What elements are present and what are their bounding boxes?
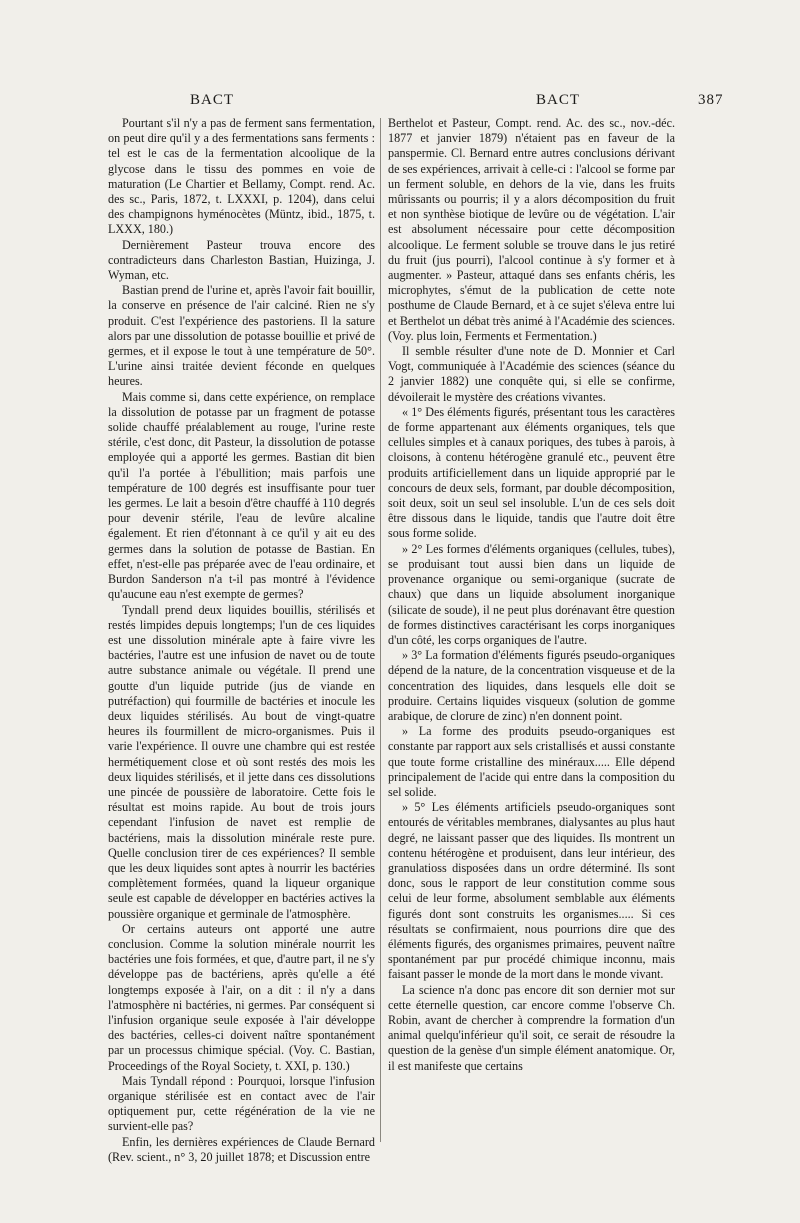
paragraph: Pourtant s'il n'y a pas de ferment sans fermentation, on peut dire qu'il y a des fermentations sans ferments : tel est le cas de la fermentation alcoolique de la glycose dans le tissu des pommes en voie de maturation (Le Chartier et Bellamy, Compt. rend. Ac. des sc., Paris, 1872, t. LXXXI, p. 1204), dans celui des champignons hyménocètes (Müntz, ibid., 1875, t. LXXX, 180.) — [108, 116, 375, 237]
paragraph: » 3° La formation d'éléments figurés pseudo-organiques dépend de la nature, de la concentration visqueuse et de la concentration des liquides, dans lesquels elle doit se produire. Certains liquides visqueux (solution de gomme arabique, de clorure de zinc) n'en donnent point. — [388, 648, 675, 723]
paragraph: » 2° Les formes d'éléments organiques (cellules, tubes), se produisant tout aussi bien dans un liquide de provenance organique ou semi-organique (sucrate de chaux) que dans un liquide absolument inorganique (silicate de soude), il ne peut plus dorénavant être question de formes distinctives caractérisant les corps inorganiques d'un côté, les corps organiques de l'autre. — [388, 541, 675, 647]
paragraph: Bastian prend de l'urine et, après l'avoir fait bouillir, la conserve en présence de l'air calciné. Rien ne s'y produit. C'est l'expérience des pastoriens. Il la sature alors par une dissolution de potasse bouillie et privé de germes, et il expose le tout à une température de 50°. L'urine ainsi traitée devient féconde en quelques heures. — [108, 283, 375, 389]
page-number: 387 — [698, 92, 724, 108]
paragraph: Mais comme si, dans cette expérience, on remplace la dissolution de potasse par un fragment de potasse solide chauffé préalablement au rouge, l'urine reste stérile, c'est donc, dit Pasteur, la dissolution de potasse employée qui a apporté les germes. Bastian dit bien qu'il l'a portée à l'ébullition; mais parfois une température de 100 degrés est insuffisante pour tuer les germes. Le lait a besoin d'être chauffé à 110 degrés pour devenir stérile, l'eau de levûre alcaline également. Et rien d'étonnant à ce qu'il y ait eu des germes dans la solution de potasse de Bastian. En effet, n'est-elle pas préparée avec de l'eau ordinaire, et Burdon Sanderson n'a t-il pas montré à l'évidence qu'aucune eau n'est exempte de germes? — [108, 389, 375, 602]
paragraph: Berthelot et Pasteur, Compt. rend. Ac. des sc., nov.-déc. 1877 et janvier 1879) n'étaient pas en faveur de la panspermie. Cl. Bernard entre autres conclusions dérivant de ses expériences, arrivait à celle-ci : l'alcool se forme par un ferment soluble, en dehors de la vie, dans les fruits mûrissants ou pourris; il y a alors décomposition du fruit et non synthèse biotique de levûre ou de végétation. L'air est absolument nécessaire pour cette décomposition alcoolique. Le ferment soluble se trouve dans le jus retiré du fruit (jus pourri), l'alcool continue à s'y former et à augmenter. » Pasteur, attaqué dans ses enfants chéris, les microphytes, s'émut de la publication de cette note posthume de Claude Bernard, et à ce sujet s'éleva entre lui et Berthelot un débat très animé à l'Académie des sciences. (Voy. plus loin, Ferments et Fermentation.) — [388, 116, 675, 343]
paragraph: » La forme des produits pseudo-organiques est constante par rapport aux sels cristallisés et aussi constante que toute forme cristalline des minéraux..... Elle dépend principalement de l'acide qui entre dans la composition du sel solide. — [388, 724, 675, 799]
column-divider — [380, 118, 381, 1142]
paragraph: Dernièrement Pasteur trouva encore des contradicteurs dans Charleston Bastian, Huizinga, J. Wyman, etc. — [108, 237, 375, 283]
paragraph: Or certains auteurs ont apporté une autre conclusion. Comme la solution minérale nourrit les bactéries une fois formées, et que, d'autre part, il ne s'y développe pas de bactériens, après qu'elle a été longtemps exposée à l'air, on a dit : il n'y a dans l'atmosphère ni bactéries, ni germes. Par conséquent si l'infusion organique seule exposée à l'air développe des bactéries, celles-ci doivent naître spontanément par un processus chimique spécial. (Voy. C. Bastian, Proceedings of the Royal Society, t. XXI, p. 130.) — [108, 921, 375, 1073]
paragraph: Tyndall prend deux liquides bouillis, stérilisés et restés limpides depuis longtemps; l'un de ces liquides est une dissolution minérale apte à faire vivre les bactéries, l'autre est une infusion de navet ou de toute autre substance animale ou végétale. Il prend une goutte d'un liquide putride (jus de viande en putréfaction) qui fourmille de bactéries et inocule les deux liquides stérilisés. Au bout de vingt-quatre heures ils fourmillent de micro-organismes. Puis il varie l'expérience. Il ouvre une chambre qui est restée hermétiquement close et où sont restés des mois les deux liquides stérilisés, et il jette dans ces dissolutions une pincée de poussière de laboratoire. Cette fois le résultat est moins rapide. Au bout de trois jours cependant l'infusion de navet est remplie de bactériens, mais la dissolution minérale reste pure. Quelle conclusion tirer de ces expériences? Il semble que les deux liquides sont aptes à nourrir les bactéries complètement formées, quand la liqueur organique seule est capable de développer en bactéries actives la poussière organique et germinale de l'atmosphère. — [108, 602, 375, 921]
paragraph: Il semble résulter d'une note de D. Monnier et Carl Vogt, communiquée à l'Académie des sciences (séance du 2 janvier 1882) une conquête qui, si elle se confirme, dévoilerait le mystère des créations vivantes. — [388, 344, 675, 404]
paragraph: Mais Tyndall répond : Pourquoi, lorsque l'infusion organique stérilisée est en contact avec de l'air optiquement pur, cette régénération de la vie ne survient-elle pas? — [108, 1073, 375, 1134]
paragraph: Enfin, les dernières expériences de Claude Bernard (Rev. scient., n° 3, 20 juillet 1878; et Discussion entre — [108, 1134, 375, 1164]
paragraph: » 5° Les éléments artificiels pseudo-organiques sont entourés de véritables membranes, dialysantes au plus haut degré, ne laissant passer que des liquides. Ils montrent un contenu hétérogène et produisent, dans leur intérieur, des granulatioss disposées dans un ordre déterminé. Ils sont donc, sous le rapport de leur constitution comme sous celui de leur forme, absolument semblable aux éléments figurés dont sont construits les organismes..... Si ces résultats se confirmaient, nous pourrions dire que des éléments figurés, des organismes primaires, peuvent naître spontanément par pur procédé chimique inconnu, mais faisant passer le monde de la mort dans le monde vivant. — [388, 800, 675, 982]
running-header-left: BACT — [190, 92, 235, 108]
running-header-right: BACT — [536, 92, 581, 108]
left-column — [108, 116, 375, 1165]
paragraph: « 1° Des éléments figurés, présentant tous les caractères de forme appartenant aux éléments organiques, tels que cellules simples et à canaux poriques, des tubes à parois, à cloisons, à contenu hétérogène granulé etc., peuvent être produits artificiellement dans un liquide approprié par le concours de deux sels, formant, par double décomposition, soit deux, soit un seul sel insoluble. L'un de ces sels doit être dissous dans le liquide, tandis que l'autre doit être sous forme solide. — [388, 404, 675, 541]
paragraph: La science n'a donc pas encore dit son dernier mot sur cette éternelle question, car encore comme l'observe Ch. Robin, avant de chercher à comprendre la formation d'un animal quelqu'inférieur qu'il soit, ce serait de résoudre la question de la genèse d'un simple élément anatomique. Or, il est manifeste que certains — [388, 982, 675, 1073]
right-column — [388, 116, 675, 1074]
